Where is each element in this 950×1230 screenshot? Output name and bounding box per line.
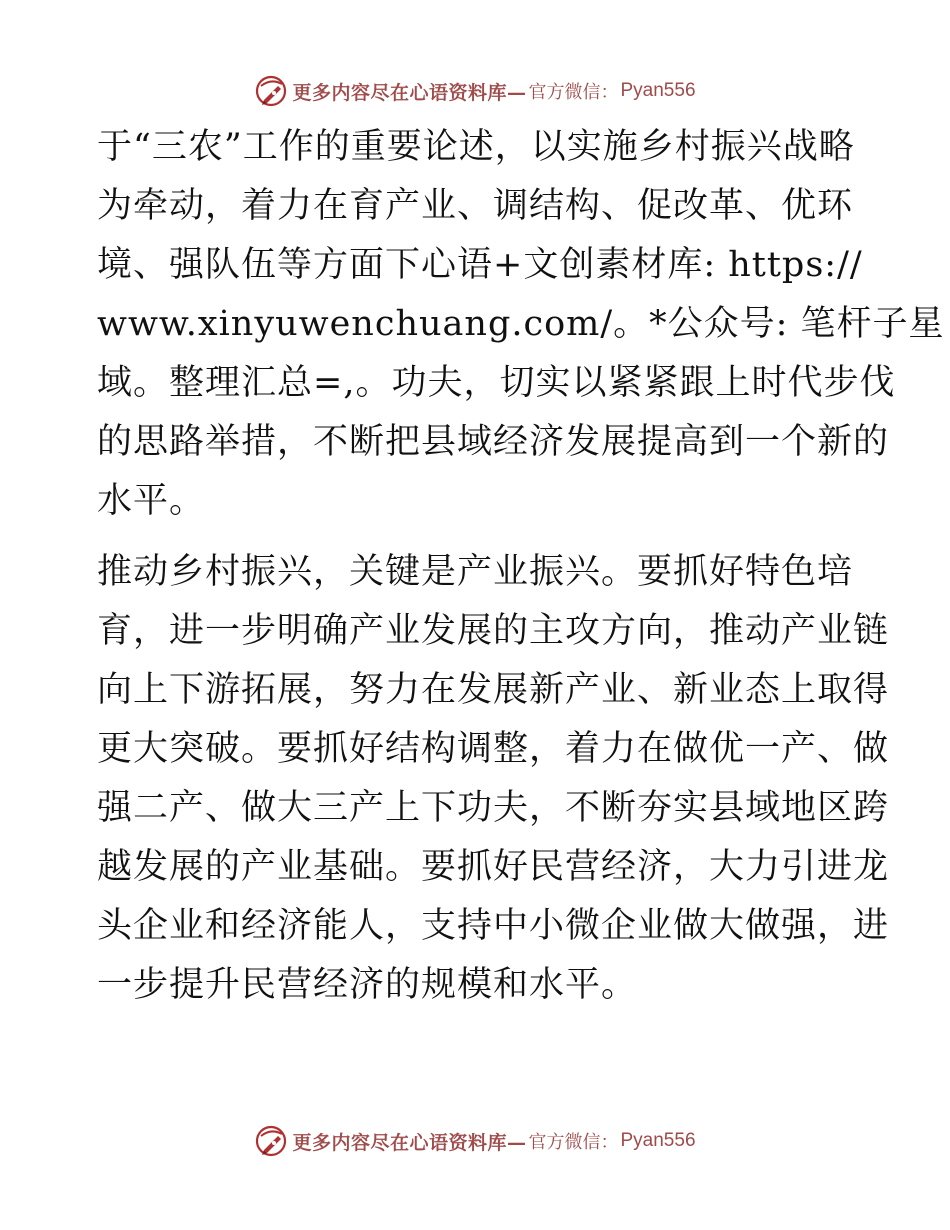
text-line: 境、强队伍等方面下心语+文创素材库: https://	[97, 245, 863, 285]
text-line: 向上下游拓展，努力在发展新产业、新业态上取得	[97, 670, 890, 710]
text-line: www.xinyuwenchuang.com/。*公众号: 笔杆子星	[97, 304, 945, 344]
text-line: 强二产、做大三产上下功夫，不断夯实县域地区跨	[97, 788, 890, 828]
banner-text: 更多内容尽在心语资料库—	[292, 81, 527, 104]
paragraph-1	[97, 118, 945, 531]
banner-wechat-id: Pyan556	[620, 1130, 696, 1151]
text-line: 域。整理汇总=,。功夫，切实以紧紧跟上时代步伐	[97, 363, 896, 403]
text-line: 推动乡村振兴，关键是产业振兴。要抓好特色培	[97, 552, 854, 592]
text-line: 为牵动，着力在育产业、调结构、促改革、优环	[97, 186, 854, 226]
text-line: 一步提升民营经济的规模和水平。	[97, 965, 638, 1005]
text-line: 越发展的产业基础。要抓好民营经济，大力引进龙	[97, 847, 890, 887]
text-line: 的思路举措，不断把县域经济发展提高到一个新的	[97, 422, 890, 462]
banner-text: 更多内容尽在心语资料库—	[292, 1131, 527, 1154]
pen-logo-icon	[254, 1124, 288, 1158]
pen-logo-icon	[254, 74, 288, 108]
text-line: 育，进一步明确产业发展的主攻方向，推动产业链	[97, 611, 890, 651]
header-watermark-banner	[0, 71, 950, 111]
text-line: 水平。	[97, 481, 206, 521]
banner-wechat-label: 官方微信：	[528, 82, 619, 103]
text-line: 头企业和经济能人，支持中小微企业做大做强，进	[97, 906, 890, 946]
paragraph-2	[97, 543, 890, 1015]
footer-watermark-banner	[0, 1121, 950, 1161]
text-line: 于“三农”工作的重要论述，以实施乡村振兴战略	[97, 127, 855, 167]
banner-wechat-id: Pyan556	[620, 80, 696, 101]
text-line: 更大突破。要抓好结构调整，着力在做优一产、做	[97, 729, 890, 769]
banner-wechat-label: 官方微信：	[528, 1132, 619, 1153]
